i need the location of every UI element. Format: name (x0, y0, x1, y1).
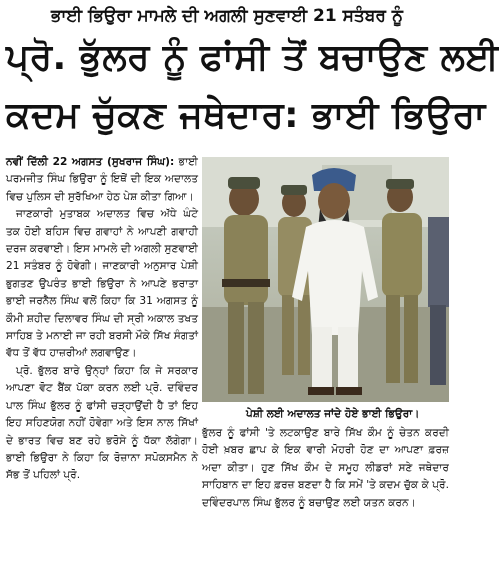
photo-caption: ਪੇਸ਼ੀ ਲਈ ਅਦਾਲਤ ਜਾਂਦੇ ਹੋਏ ਭਾਈ ਭਿਉਰਾ। (246, 408, 420, 420)
headline-line-2: ਕਦਮ ਚੁੱਕਣ ਜਥੇਦਾਰ: ਭਾਈ ਭਿਉਰਾ (6, 95, 486, 136)
photo-illustration (202, 157, 449, 402)
photo-figure-person-far-right (428, 217, 449, 385)
headline-line-1: ਪ੍ਰੋ. ਭੁੱਲਰ ਨੂੰ ਫਾਂਸੀ ਤੋਂ ਬਚਾਉਣ ਲਈ (6, 37, 499, 78)
paragraph-1 (6, 154, 198, 206)
paragraph-3: ਪ੍ਰੋ. ਭੁੱਲਰ ਬਾਰੇ ਉਨ੍ਹਾਂ ਕਿਹਾ ਕਿ ਜੇ ਸਰਕਾਰ ਆਪਣਾ ਵੋਟ ਬੈਂਕ ਪੱਕਾ ਕਰਨ ਲਈ ਪ੍ਰੋ. ਦਵਿੰਦਰ ਪਾਲ ਸਿੰਘ ਭੁੱਲਰ ਨੂੰ ਫਾਂਸੀ ਚੜ੍ਹਾਉਂਦੀ ਹੈ ਤਾਂ ਇਹ ਇਹ ਸਹਿਣਯੋਗ ਨਹੀਂ ਹੋਵੇਗਾ ਅਤੇ ਇਸ ਨਾਲ ਸਿੱਖਾਂ ਦੇ ਭਾਰਤ ਵਿਚ ਬਣ ਰਹੇ ਭਰੋਸੇ ਨੂੰ ਧੱਕਾ ਲੱਗੇਗਾ। ਭਾਈ ਭਿਉਰਾ ਨੇ ਕਿਹਾ ਕਿ ਰੋਜ਼ਾਨਾ ਸਪੋਕਸਮੈਨ ਨੇ ਸੱਭ ਤੋਂ ਪਹਿਲਾਂ ਪ੍ਰੋ. (6, 364, 198, 482)
dateline: ਨਵੀਂ ਦਿੱਲੀ 22 ਅਗਸਤ (ਸੁਖਰਾਜ ਸਿੰਘ): (6, 156, 175, 168)
paragraph-right: ਭੁੱਲਰ ਨੂੰ ਫਾਂਸੀ 'ਤੇ ਲਟਕਾਉਣ ਬਾਰੇ ਸਿੱਖ ਕੌਮ ਨੂੰ ਚੇਤਨ ਕਰਦੀ ਹੋਈ ਖ਼ਬਰ ਛਾਪ ਕੇ ਇਕ ਵਾਰੀ ਮੋਹਰੀ ਹੋਣ ਦਾ ਆਪਣਾ ਫ਼ਰਜ਼ ਅਦਾ ਕੀਤਾ। ਹੁਣ ਸਿੱਖ ਕੌਮ ਦੇ ਸਮੂਹ ਲੀਡਰਾਂ ਸਣੇ ਜਥੇਦਾਰ ਸਾਹਿਬਾਨ ਦਾ ਇਹ ਫ਼ਰਜ਼ ਬਣਦਾ ਹੈ ਕਿ ਸਮੇਂ 'ਤੇ ਕਦਮ ਚੁੱਕ ਕੇ ਪ੍ਰੋ. ਦਵਿੰਦਰਪਾਲ ਸਿੰਘ ਭੁੱਲਰ ਨੂੰ ਬਚਾਉਣ ਲਈ ਯਤਨ ਕਰਨ। (202, 427, 449, 509)
news-photo (202, 157, 449, 402)
article-body-right-column (202, 425, 449, 571)
paragraph-2: ਜਾਣਕਾਰੀ ਮੁਤਾਬਕ ਅਦਾਲਤ ਵਿਚ ਅੱਧੇ ਘੰਟੇ ਤਕ ਹੋਈ ਬਹਿਸ ਵਿਚ ਗਵਾਹਾਂ ਨੇ ਆਪਣੀ ਗਵਾਹੀ ਦਰਜ ਕਰਵਾਈ। ਇਸ ਮਾਮਲੇ ਦੀ ਅਗਲੀ ਸੁਣਵਾਈ 21 ਸਤੰਬਰ ਨੂੰ ਹੋਵੇਗੀ। ਜਾਣਕਾਰੀ ਅਨੁਸਾਰ ਪੇਸ਼ੀ ਭੁਗਤਣ ਉਪਰੰਤ ਭਾਈ ਭਿਉਰਾ ਨੇ ਆਪਣੇ ਭਰਾਤਾ ਭਾਈ ਜਰਨੈਲ ਸਿੰਘ ਵਲੋਂ ਕਿਹਾ ਕਿ 31 ਅਗਸਤ ਨੂੰ ਕੌਮੀ ਸ਼ਹੀਦ ਦਿਲਾਵਰ ਸਿੰਘ ਦੀ ਸ੍ਰੀ ਅਕਾਲ ਤਖਤ ਸਾਹਿਬ ਤੇ ਮਨਾਈ ਜਾ ਰਹੀ ਬਰਸੀ ਮੌਕੇ ਸਿੱਖ ਸੰਗਤਾਂ ਵੱਧ ਤੋਂ ਵੱਧ ਹਾਜ਼ਰੀਆਂ ਲਗਵਾਉਣ। (6, 208, 199, 360)
article-body-left-column (6, 154, 198, 570)
paragraph-1-text: ਭਾਈ ਪਰਮਜੀਤ ਸਿੰਘ ਭਿਉਰਾ ਨੂੰ ਇਥੋਂ ਦੀ ਇਕ ਅਦਾਲਤ ਵਿਚ ਪੁਲਿਸ ਦੀ ਸੁਰੱਖਿਆ ਹੇਠ ਪੇਸ਼ ਕੀਤਾ ਗਿਆ। (6, 156, 198, 203)
kicker-headline: ਭਾਈ ਭਿਉਰਾ ਮਾਮਲੇ ਦੀ ਅਗਲੀ ਸੁਣਵਾਈ 21 ਸਤੰਬਰ ਨੂੰ (51, 6, 403, 26)
